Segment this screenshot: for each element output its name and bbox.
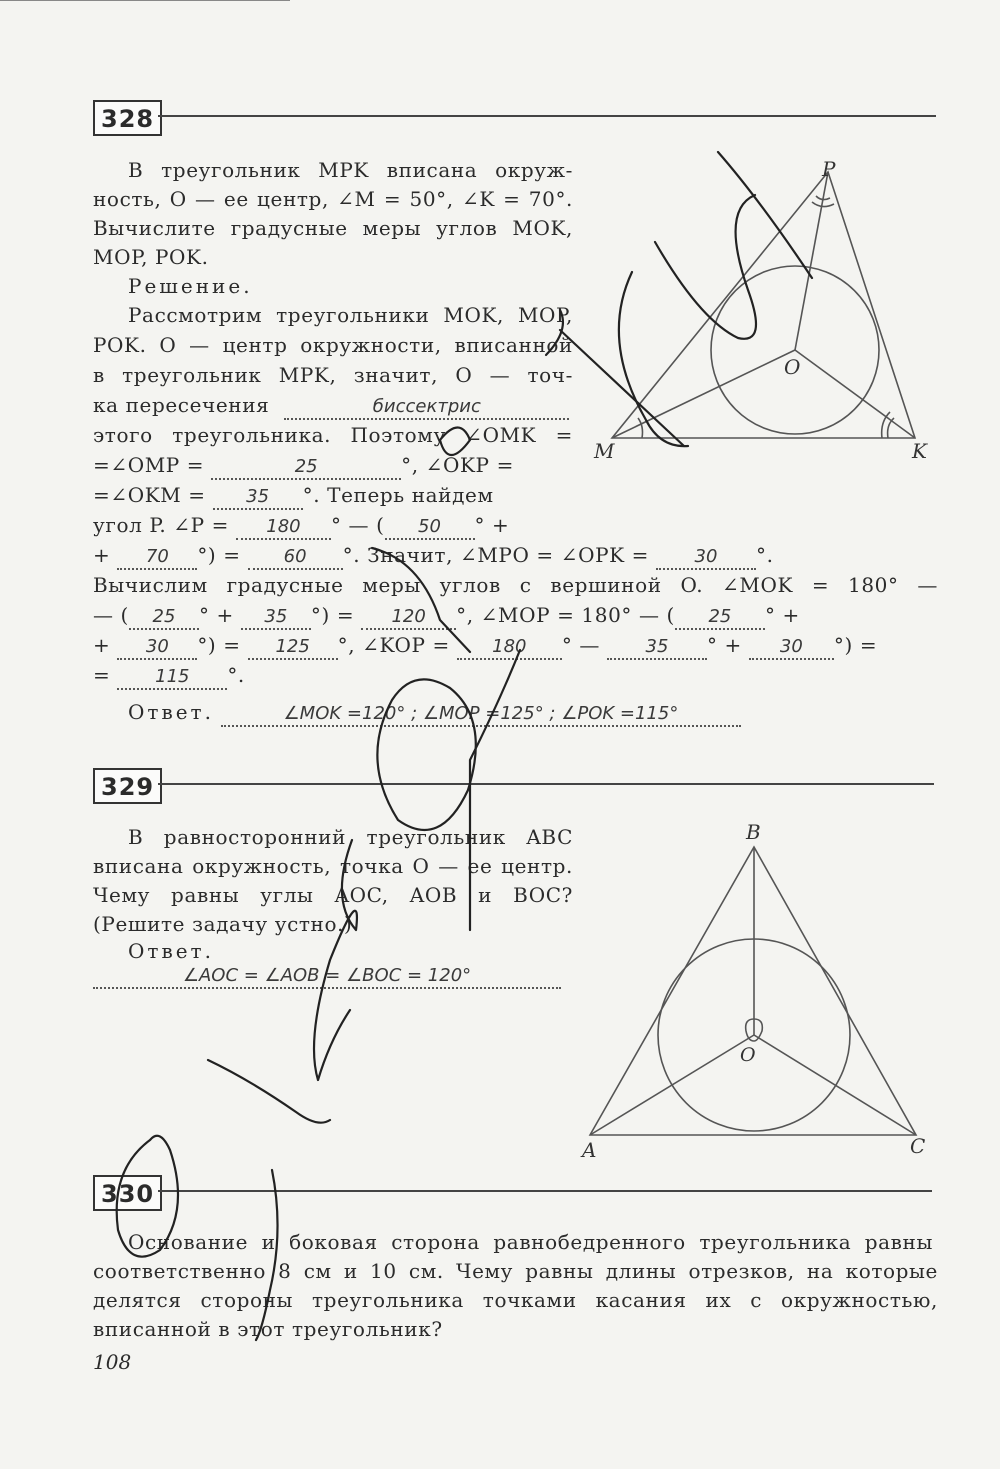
statement-line: вписанной в этот треугольник? [93,1317,443,1341]
solution-line: Вычислим градусные меры углов с вершиной O. ∠MOK = 180° — [93,573,938,597]
label-p: P [822,157,836,181]
solution-line [93,631,938,660]
solution-text: °. Теперь найдем [302,483,494,507]
answer-fill: 70 [117,546,197,570]
solution-text: ° + [198,603,234,627]
answer-fill: 125 [248,636,338,660]
pen-stroke [208,1060,330,1123]
problem-330-rule [158,1190,932,1192]
angle-mark-m [638,418,643,438]
solution-text: °. Значит, ∠MPO = ∠OPK = [342,543,650,567]
solution-text: °) = [197,633,241,657]
answer-fill: 120 [361,606,456,630]
statement-line: В равносторонний треугольник ABC [128,825,573,849]
answer-fill: 25 [211,456,401,480]
answer-fill: ∠MOK =120° ; ∠MOP =125° ; ∠POK =115° [221,703,741,727]
solution-text: °) = [310,603,355,627]
solution-text: ° — ( [330,513,385,537]
solution-text: =∠OMP = [93,453,205,477]
answer-fill: 25 [129,606,199,630]
solution-line [93,451,573,480]
label-o: O [784,355,801,379]
solution-line: Рассмотрим треугольники MOK, MOP, [128,303,573,327]
segment-op [795,172,828,350]
label-a: A [582,1138,597,1162]
solution-label: Решение. [128,274,253,298]
statement-line: MOP, POK. [93,245,209,269]
solution-line [93,391,573,420]
answer-fill: ∠AOC = ∠AOB = ∠BOC = 120° [93,965,561,989]
statement-line: делятся стороны треугольника точками касания их с окружностью, [93,1288,938,1312]
top-edge-rule [0,0,290,1]
solution-text: ° + [474,513,510,537]
statement-line: ность, O — ее центр, ∠M = 50°, ∠K = 70°. [93,187,573,211]
answer-fill: 35 [607,636,707,660]
answer-fill: биссектрис [284,396,569,420]
solution-line [93,481,573,510]
solution-text: — ( [93,603,129,627]
statement-line: соответственно 8 см и 10 см. Чему равны длины отрезков, на которые [93,1259,938,1283]
solution-text: ° + [764,603,800,627]
label-b: B [746,820,761,844]
figure-triangle-abc [570,815,940,1165]
answer-fill: 180 [236,516,331,540]
triangle-abc [590,847,916,1135]
problem-328-rule [158,115,936,117]
answer-fill: 35 [213,486,303,510]
figure-triangle-mpk [590,150,950,470]
solution-line [93,511,573,540]
page-number: 108 [93,1350,132,1374]
problem-number-330: 330 [93,1175,162,1211]
solution-text: = [93,663,111,687]
solution-text: ° + [706,633,742,657]
solution-text: + [93,543,111,567]
solution-text: °, ∠KOP = [337,633,450,657]
problem-329-rule [158,783,934,785]
answer-fill: 50 [385,516,475,540]
solution-line [93,601,938,630]
solution-line: POK. O — центр окружности, вписанной [93,333,573,357]
statement-line: В треугольник MPK вписана окруж- [128,158,573,182]
solution-text: =∠OKM = [93,483,206,507]
solution-text: ° — [561,633,601,657]
segment-oa [590,1035,754,1135]
solution-line [93,661,573,690]
solution-text: ка пересечения [93,393,270,417]
triangle-mpk [612,172,915,438]
solution-text: °) = [833,633,878,657]
answer-fill: 30 [749,636,834,660]
label-k: K [912,439,927,463]
solution-text: °, ∠MOP = 180° — ( [456,603,675,627]
statement-line: Основание и боковая сторона равнобедренного треугольника равны [128,1230,933,1254]
answer-fill: 30 [656,546,756,570]
answer-fill: 180 [457,636,562,660]
label-o: O [740,1044,756,1066]
problem-number-329: 329 [93,768,162,804]
solution-text: °. [756,543,774,567]
solution-line [93,541,938,570]
label-c: C [910,1134,926,1158]
statement-line: Вычислите градусные меры углов MOK, [93,216,573,240]
solution-text: °. [227,663,245,687]
solution-text: угол P. ∠P = [93,513,229,537]
segment-oc [754,1035,916,1135]
statement-line: (Решите задачу устно.) [93,912,353,936]
answer-fill: 30 [117,636,197,660]
solution-line: в треугольник MPK, значит, O — точ- [93,363,573,387]
problem-number-328: 328 [93,100,162,136]
solution-text: °) = [197,543,241,567]
solution-text: + [93,633,111,657]
segment-ok [795,350,915,438]
answer-fill: 35 [241,606,311,630]
answer-line [93,698,828,727]
answer-fill: 60 [248,546,343,570]
answer-line [93,960,573,989]
answer-label: Ответ. [128,700,214,724]
solution-text: °, ∠OKP = [401,453,514,477]
solution-line: этого треугольника. Поэтому ∠OMK = [93,423,573,447]
statement-line: Чему равны углы AOC, AOB и BOC? [93,883,573,907]
answer-fill: 25 [675,606,765,630]
segment-om [612,350,795,438]
answer-label: Ответ. [128,939,214,963]
statement-line: вписана окружность, точка O — ее центр. [93,854,573,878]
label-m: M [594,439,615,463]
answer-fill: 115 [117,666,227,690]
